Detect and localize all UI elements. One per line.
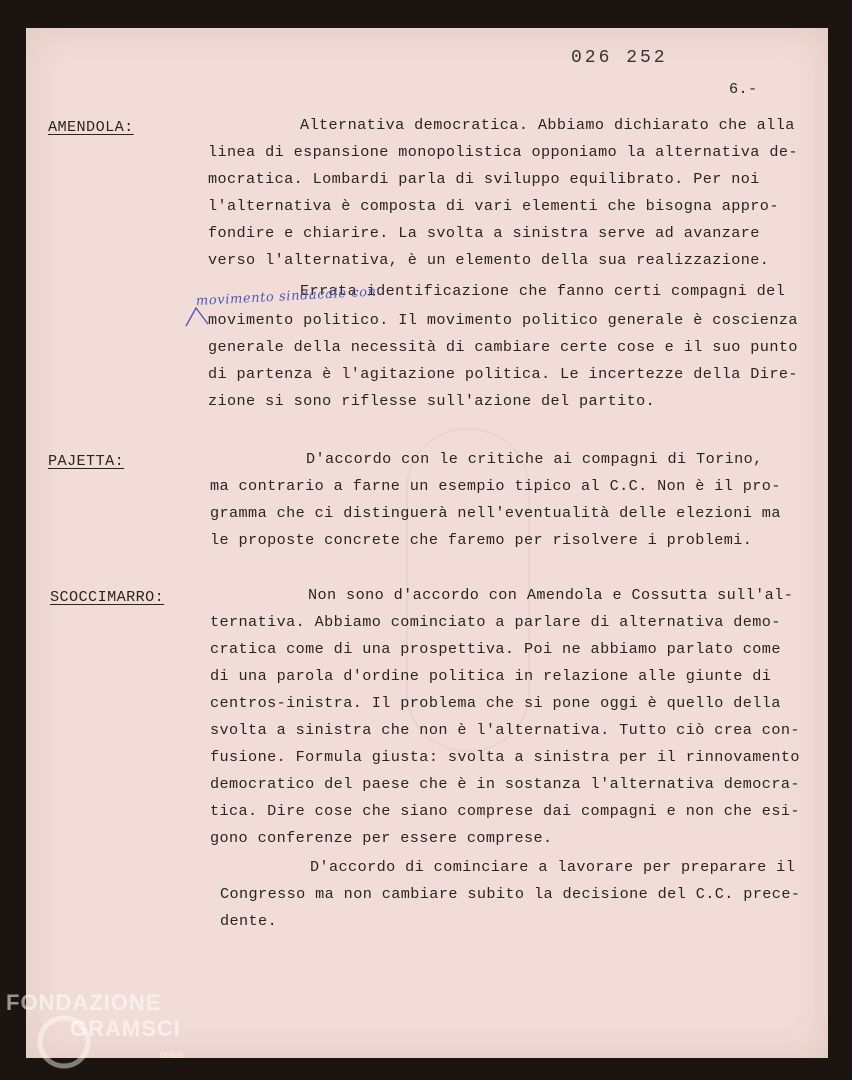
text-line: dente. [220,912,278,930]
text-line: D'accordo di cominciare a lavorare per preparare il [310,858,796,876]
text-line: cratica come di una prospettiva. Poi ne abbiamo parlato come [210,640,781,658]
text-line: svolta a sinistra che non è l'alternativa. Tutto ciò crea con- [210,721,800,739]
watermark-onlus: onlus [160,1050,184,1061]
text-line: gramma che ci distinguerà nell'eventualità delle elezioni ma [210,504,781,522]
watermark-gramsci: GRAMSCI [70,1016,181,1041]
page-number: 6.- [729,80,758,98]
text-line: Errata identificazione che fanno certi compagni del [300,282,786,300]
text-line: D'accordo con le critiche ai compagni di Torino, [306,450,763,468]
archive-number: 026 252 [571,48,668,68]
text-line: ma contrario a farne un esempio tipico al C.C. Non è il pro- [210,477,781,495]
text-line: fondire e chiarire. La svolta a sinistra serve ad avanzare [208,224,760,242]
text-line: zione si sono riflesse sull'azione del partito. [208,392,656,410]
watermark-fondazione: FONDAZIONE [6,990,162,1015]
text-line: verso l'alternativa, è un elemento della sua realizzazione. [208,251,770,269]
watermark-logo-icon [34,1012,94,1072]
text-line: democratico del paese che è in sostanza l'alternativa democra- [210,775,800,793]
speaker-amendola: AMENDOLA: [48,118,134,136]
text-line: le proposte concrete che faremo per risolvere i problemi. [210,531,753,549]
text-line: di una parola d'ordine politica in relazione alle giunte di [210,667,772,685]
speaker-pajetta: PAJETTA: [48,452,125,470]
text-line: ternativa. Abbiamo cominciato a parlare di alternativa demo- [210,613,781,631]
text-line: mocratica. Lombardi parla di sviluppo equilibrato. Per noi [208,170,760,188]
handwritten-annotation: movimento sindacale con [195,284,377,309]
text-line: di partenza è l'agitazione politica. Le incertezze della Dire- [208,365,798,383]
text-line: Non sono d'accordo con Amendola e Cossutta sull'al- [308,586,794,604]
text-line: Alternativa democratica. Abbiamo dichiarato che alla [300,116,795,134]
document-page [26,28,828,1058]
text-line: gono conferenze per essere comprese. [210,829,553,847]
text-line: movimento politico. Il movimento politico generale è coscienza [208,311,798,329]
text-line: generale della necessità di cambiare certe cose e il suo punto [208,338,798,356]
text-line: tica. Dire cose che siano comprese dai compagni e non che esi- [210,802,800,820]
text-line: centros-inistra. Il problema che si pone oggi è quello della [210,694,781,712]
speaker-scoccimarro: SCOCCIMARRO: [50,588,165,606]
text-line: fusione. Formula giusta: svolta a sinistra per il rinnovamento [210,748,800,766]
text-line: l'alternativa è composta di vari elementi che bisogna appro- [208,197,779,215]
text-line: linea di espansione monopolistica opponiamo la alternativa de- [208,143,798,161]
text-line: Congresso ma non cambiare subito la decisione del C.C. prece- [220,885,801,903]
